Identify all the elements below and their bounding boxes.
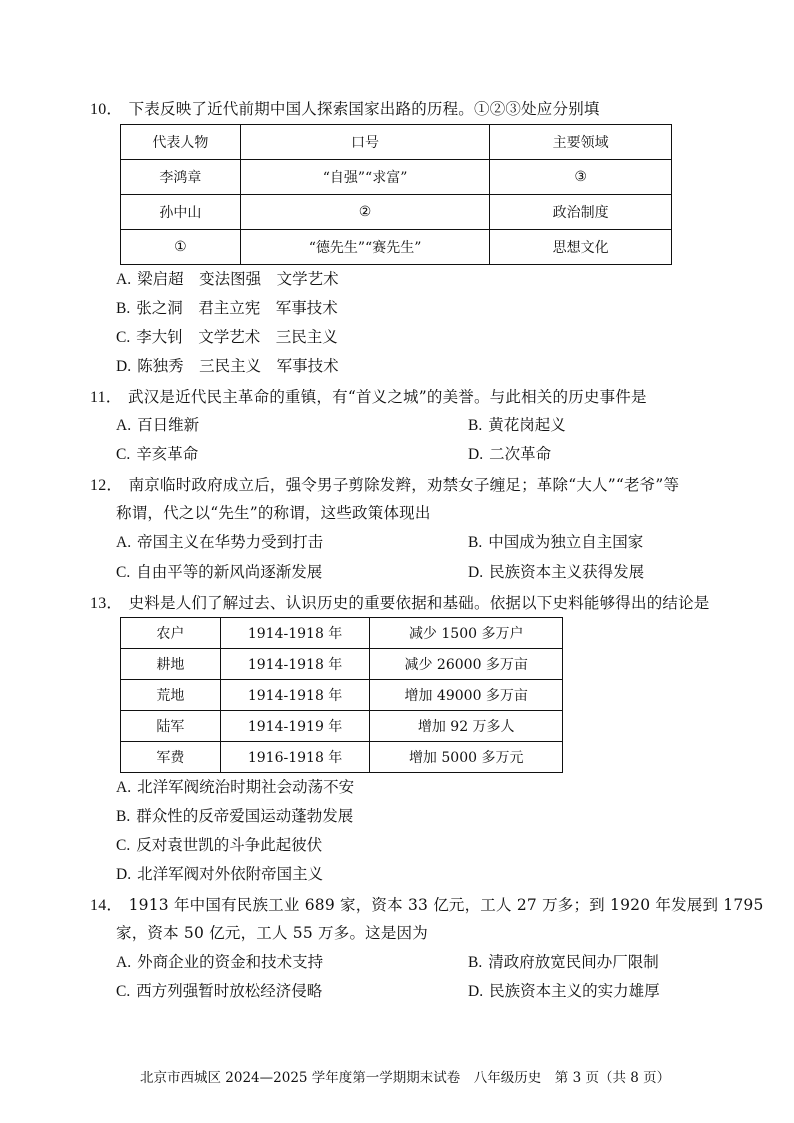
option-text: 李大钊 文学艺术 三民主义 bbox=[136, 328, 338, 346]
q13-text: 史料是人们了解过去、认识历史的重要依据和基础。依据以下史料能够得出的结论是 bbox=[128, 594, 710, 612]
option-label: D. bbox=[116, 866, 132, 883]
option-label: B. bbox=[116, 300, 131, 317]
table-row bbox=[121, 680, 563, 711]
option-text: 陈独秀 三民主义 军事技术 bbox=[137, 357, 339, 375]
q12-text-line2: 称谓，代之以“先生”的称谓，这些政策体现出 bbox=[116, 504, 431, 522]
q11-option-c[interactable] bbox=[116, 442, 198, 464]
q12-option-d[interactable] bbox=[468, 560, 644, 582]
table-cell: 李鸿章 bbox=[121, 160, 241, 195]
q10-text: 下表反映了近代前期中国人探索国家出路的历程。①②③处应分别填 bbox=[128, 100, 600, 118]
option-label: C. bbox=[116, 837, 131, 854]
table-cell: 减少 26000 多万亩 bbox=[370, 649, 563, 680]
table-cell: 孙中山 bbox=[121, 195, 241, 230]
table-cell: 减少 1500 多万户 bbox=[370, 618, 563, 649]
option-text: 反对袁世凯的斗争此起彼伏 bbox=[136, 836, 323, 854]
q10-option-d[interactable] bbox=[116, 354, 339, 376]
q12-stem-line2 bbox=[116, 501, 431, 523]
option-text: 梁启超 变法图强 文学艺术 bbox=[137, 270, 339, 288]
q12-number: 12． bbox=[90, 477, 123, 494]
option-label: A. bbox=[116, 271, 132, 288]
table-cell: 口号 bbox=[240, 125, 490, 160]
table-cell: 军费 bbox=[121, 742, 221, 773]
page-footer: 北京市西城区 2024—2025 学年度第一学期期末试卷 八年级历史 第 3 页（共 8 页） bbox=[140, 1070, 671, 1086]
q13-option-a[interactable] bbox=[116, 775, 354, 797]
table-row bbox=[121, 649, 563, 680]
option-text: 中国成为独立自主国家 bbox=[488, 533, 644, 551]
option-text: 二次革命 bbox=[489, 445, 552, 463]
option-label: A. bbox=[116, 954, 132, 971]
table-cell: 1914-1919 年 bbox=[220, 711, 370, 742]
q12-option-b[interactable] bbox=[468, 530, 643, 552]
table-cell: 耕地 bbox=[121, 649, 221, 680]
q13-table bbox=[120, 617, 563, 773]
table-cell: 陆军 bbox=[121, 711, 221, 742]
option-text: 民族资本主义的实力雄厚 bbox=[489, 982, 660, 1000]
table-cell: ② bbox=[240, 195, 490, 230]
table-cell: “德先生”“赛先生” bbox=[240, 230, 490, 265]
option-text: 民族资本主义获得发展 bbox=[489, 563, 645, 581]
table-cell: ① bbox=[121, 230, 241, 265]
q10-option-a[interactable] bbox=[116, 267, 339, 289]
table-row bbox=[121, 160, 672, 195]
q11-stem bbox=[90, 384, 647, 407]
q12-text-line1: 南京临时政府成立后，强令男子剪除发辫，劝禁女子缠足；革除“大人”“老爷”等 bbox=[128, 476, 680, 494]
option-label: C. bbox=[116, 564, 131, 581]
option-text: 黄花岗起义 bbox=[488, 416, 566, 434]
option-label: A. bbox=[116, 417, 132, 434]
option-text: 帝国主义在华势力受到打击 bbox=[137, 533, 324, 551]
q11-option-a[interactable] bbox=[116, 413, 199, 435]
q11-option-b[interactable] bbox=[468, 413, 566, 435]
table-cell: 政治制度 bbox=[490, 195, 672, 230]
q10-option-b[interactable] bbox=[116, 296, 338, 318]
q14-option-a[interactable] bbox=[116, 950, 323, 972]
option-label: A. bbox=[116, 534, 132, 551]
option-text: 外商企业的资金和技术支持 bbox=[137, 953, 324, 971]
option-text: 北洋军阀对外依附帝国主义 bbox=[137, 865, 324, 883]
q14-text-line1: 1913 年中国有民族工业 689 家，资本 33 亿元，工人 27 万多；到 1920 年发展到 1795 bbox=[128, 896, 764, 914]
table-cell: 农户 bbox=[121, 618, 221, 649]
table-cell: 1914-1918 年 bbox=[220, 618, 370, 649]
table-cell: “自强”“求富” bbox=[240, 160, 490, 195]
q14-stem bbox=[90, 892, 764, 915]
q10-stem bbox=[90, 96, 600, 119]
q13-option-d[interactable] bbox=[116, 862, 323, 884]
table-row bbox=[121, 125, 672, 160]
option-label: C. bbox=[116, 329, 131, 346]
q10-number: 10． bbox=[90, 101, 123, 118]
q12-stem bbox=[90, 472, 679, 495]
table-cell: 1914-1918 年 bbox=[220, 649, 370, 680]
option-text: 清政府放宽民间办厂限制 bbox=[488, 953, 659, 971]
table-cell: 思想文化 bbox=[490, 230, 672, 265]
q13-number: 13． bbox=[90, 595, 123, 612]
option-label: D. bbox=[468, 446, 484, 463]
option-label: B. bbox=[468, 954, 483, 971]
table-cell: 增加 49000 多万亩 bbox=[370, 680, 563, 711]
q13-option-c[interactable] bbox=[116, 833, 322, 855]
table-cell: 增加 92 万多人 bbox=[370, 711, 563, 742]
q12-option-a[interactable] bbox=[116, 530, 323, 552]
table-cell: 主要领域 bbox=[490, 125, 672, 160]
option-text: 群众性的反帝爱国运动蓬勃发展 bbox=[136, 807, 354, 825]
option-text: 张之洞 君主立宪 军事技术 bbox=[136, 299, 338, 317]
option-label: C. bbox=[116, 983, 131, 1000]
table-cell: 1914-1918 年 bbox=[220, 680, 370, 711]
option-label: B. bbox=[468, 417, 483, 434]
table-row bbox=[121, 742, 563, 773]
option-label: D. bbox=[468, 564, 484, 581]
q14-option-b[interactable] bbox=[468, 950, 659, 972]
q10-option-c[interactable] bbox=[116, 325, 338, 347]
option-text: 北洋军阀统治时期社会动荡不安 bbox=[137, 778, 355, 796]
q11-text: 武汉是近代民主革命的重镇，有“首义之城”的美誉。与此相关的历史事件是 bbox=[128, 388, 647, 406]
table-row bbox=[121, 195, 672, 230]
table-row bbox=[121, 230, 672, 265]
option-text: 百日维新 bbox=[137, 416, 200, 434]
option-label: D. bbox=[116, 358, 132, 375]
table-row bbox=[121, 618, 563, 649]
q10-table bbox=[120, 124, 672, 265]
table-cell: 代表人物 bbox=[121, 125, 241, 160]
table-row bbox=[121, 711, 563, 742]
q11-number: 11． bbox=[90, 389, 123, 406]
q13-option-b[interactable] bbox=[116, 804, 353, 826]
table-cell: 1916-1918 年 bbox=[220, 742, 370, 773]
option-label: D. bbox=[468, 983, 484, 1000]
option-text: 辛亥革命 bbox=[136, 445, 199, 463]
q12-option-c[interactable] bbox=[116, 560, 322, 582]
table-cell: 荒地 bbox=[121, 680, 221, 711]
option-text: 西方列强暂时放松经济侵略 bbox=[136, 982, 323, 1000]
q11-option-d[interactable] bbox=[468, 442, 551, 464]
q13-stem bbox=[90, 590, 710, 613]
option-text: 自由平等的新风尚逐渐发展 bbox=[136, 563, 323, 581]
option-label: A. bbox=[116, 779, 132, 796]
q14-option-d[interactable] bbox=[468, 979, 660, 1001]
option-label: B. bbox=[116, 808, 131, 825]
table-cell: ③ bbox=[490, 160, 672, 195]
option-label: B. bbox=[468, 534, 483, 551]
option-label: C. bbox=[116, 446, 131, 463]
q14-option-c[interactable] bbox=[116, 979, 322, 1001]
q14-number: 14． bbox=[90, 897, 123, 914]
table-cell: 增加 5000 多万元 bbox=[370, 742, 563, 773]
q14-stem-line2 bbox=[116, 921, 428, 943]
q14-text-line2: 家，资本 50 亿元，工人 55 万多。这是因为 bbox=[116, 924, 428, 942]
